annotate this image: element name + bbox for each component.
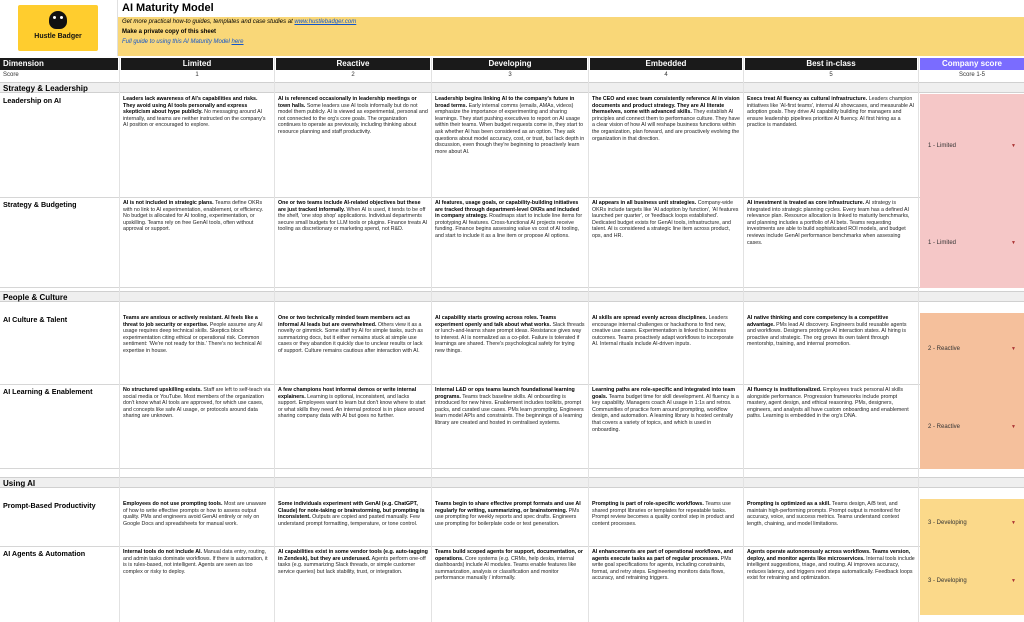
- header-company-score[interactable]: Company score: [920, 58, 1024, 70]
- row-ai-learning-enablement: [0, 385, 1024, 469]
- cell-headline: AI investment is treated as core infrastructure.: [747, 200, 865, 206]
- cell-detail: When AI is used, it tends to be off the shelf, 'one stop shop' applications. Individual departments secure small budgets for LLM tools or plugins. Finance treats AI tooling as discretionary or marketing spend, not R&D.: [278, 206, 428, 233]
- dropdown-caret-icon[interactable]: ▼: [1011, 520, 1016, 526]
- row-ai-culture-talent: [0, 313, 1024, 385]
- row-leadership-on-ai: [0, 94, 1024, 198]
- row-ai-agents-automation: [0, 547, 1024, 622]
- cell-developing[interactable]: [433, 94, 587, 198]
- dropdown-caret-icon[interactable]: ▼: [1011, 424, 1016, 430]
- cell-best-in-class[interactable]: [745, 499, 917, 547]
- cell-embedded[interactable]: [590, 198, 742, 288]
- cell-detail: Roadmaps start to include line items for prototyping AI features. Cross-functional AI projects receive funding. Finance begins assessing value vs cost of AI tooling, and start to include it as a line item or propose AI options.: [435, 213, 583, 239]
- cell-developing[interactable]: [433, 198, 587, 288]
- cell-reactive[interactable]: [276, 94, 430, 198]
- cell-limited[interactable]: [121, 385, 273, 469]
- cell-detail: They establish AI principles and connect them to performance culture. They have a clear vision of how AI will reshape business functions within the organization, plan forward, and are proactively evolving the organization in that direction.: [592, 109, 741, 142]
- score-5: 5: [829, 72, 833, 78]
- cell-reactive[interactable]: [276, 499, 430, 547]
- cell-embedded[interactable]: [590, 94, 742, 198]
- dropdown-caret-icon[interactable]: ▼: [1011, 240, 1016, 246]
- cell-detail: Slack threads or lunch-and-learns share prompt ideas. Resistance gives way to interest. AI is normalized as a co-pilot. Failure is tolerated if learnings are shared. There's psychological safety for trying new things.: [435, 321, 585, 354]
- cell-limited[interactable]: [121, 313, 273, 385]
- cell-embedded[interactable]: [590, 499, 742, 547]
- banner-copy-row[interactable]: [118, 27, 1024, 37]
- gridline: [918, 58, 919, 622]
- logo-text: Hustle Badger: [34, 33, 82, 40]
- make-copy-text[interactable]: Make a private copy of this sheet: [122, 29, 217, 35]
- cell-detail: PMs use prompting for weekly reports and spec drafts. Engineers use prompting for boilerplate code or test generation.: [435, 507, 580, 527]
- company-score-dropdown[interactable]: [920, 385, 1024, 469]
- cell-headline: One or two technically minded team members act as informal AI leads but are overwhelmed.: [278, 315, 411, 328]
- cell-headline: AI is referenced occasionally in leadership meetings or town halls.: [278, 96, 417, 109]
- cell-headline: Internal L&D or ops teams launch foundational learning programs.: [435, 387, 575, 400]
- company-score-value: 2 - Reactive: [928, 346, 961, 352]
- cell-headline: Internal tools do not include AI.: [123, 549, 202, 555]
- sheet-title: AI Maturity Model: [118, 0, 1024, 16]
- full-guide-text: Full guide to using this AI Maturity Model: [122, 39, 232, 45]
- column-header-row: [0, 58, 1024, 70]
- cell-headline: AI capability starts growing across roles. Teams experiment openly and talk about what works.: [435, 315, 557, 328]
- header-dimension[interactable]: Dimension: [0, 58, 118, 70]
- cell-detail: People assume any AI usage requires deep technical skills. Skeptics block experimentation citing ethical or operational risk. Common sentiment: 'We're not ready for this.' There's no technical AI expertise in house.: [123, 321, 263, 354]
- cell-reactive[interactable]: [276, 547, 430, 622]
- row-label[interactable]: Prompt-Based Productivity: [3, 501, 96, 510]
- cell-headline: Teams build scoped agents for support, documentation, or operations.: [435, 549, 583, 562]
- cell-limited[interactable]: [121, 94, 273, 198]
- cell-detail: Learning is optional, inconsistent, and lacks support. Employees want to learn but don't know where to start or what skills they need. An internal protocol is in place around sharing company data with AI but goes no further.: [278, 393, 426, 420]
- cell-headline: No structured upskilling exists.: [123, 387, 202, 393]
- row-label[interactable]: Leadership on AI: [3, 96, 62, 105]
- cell-detail: Teams track baseline skills. AI onboarding is introduced for new hires. Enablement includes toolkits, prompt packs, and curated use cases. PMs learn prompting. Engineers learn model APIs and constraints. The beginnings of a learning library are created and hosted in centralised systems.: [435, 393, 584, 426]
- cell-detail: Others view it as a novelty or gimmick. Some staff try AI for simple tasks, such as summarizing docs, but it either remains stuck at simple use cases or they abandon it quickly due to unclear results or lack of support. Culture remains cautious after interaction with AI.: [278, 321, 424, 354]
- cell-headline: Prompting is optimized as a skill.: [747, 501, 831, 507]
- gridline: [588, 58, 589, 622]
- cell-detail: Some leaders use AI tools informally but do not model them publicly. AI is viewed as experimental, personal and not connected to the org's core goals. The organization continues to operate as previously, including thinking about resource planning and staff productivity.: [278, 102, 428, 135]
- cell-embedded[interactable]: [590, 547, 742, 622]
- gridline: [274, 58, 275, 622]
- cell-headline: AI appears in all business unit strategies.: [592, 200, 697, 206]
- header-limited[interactable]: Limited: [121, 58, 273, 70]
- cell-headline: The CEO and exec team consistently reference AI in vision documents and product strategy. They are AI literate themselves, some with advanced skills.: [592, 96, 740, 116]
- cell-reactive[interactable]: [276, 198, 430, 288]
- dropdown-caret-icon[interactable]: ▼: [1011, 143, 1016, 149]
- cell-headline: Leaders lack awareness of AI's capabilities and risks. They avoid using AI tools personally and express skepticism about hype publicly.: [123, 96, 258, 116]
- cell-best-in-class[interactable]: [745, 385, 917, 469]
- score-label: Score: [3, 72, 19, 78]
- cell-embedded[interactable]: [590, 313, 742, 385]
- header-reactive[interactable]: Reactive: [276, 58, 430, 70]
- cell-developing[interactable]: [433, 547, 587, 622]
- cell-detail: Core systems (e.g. CRMs, help desks, internal dashboards) include AI modules. Teams enable features like summarization, analysis or classification and monitor performance manually / informally.: [435, 555, 577, 582]
- cell-detail: Leaders encourage internal challenges or hackathons to find new, creative use cases. Experimentation is linked to business outcomes. Teams proactively adapt workflows to incorporate AI. Internal rituals include AI-driven inputs.: [592, 315, 734, 348]
- cell-headline: AI native thinking and core competency is a competitive advantage.: [747, 315, 889, 328]
- cell-detail: Manual data entry, routing, and admin tasks dominate workflows. If there is automation, it is is rules-based, not intelligent. Agents are seen as too complex or risky to deploy.: [123, 549, 268, 575]
- cell-embedded[interactable]: [590, 385, 742, 469]
- cell-reactive[interactable]: [276, 385, 430, 469]
- cell-headline: One or two teams include AI-related objectives but these are just tracked informally.: [278, 200, 421, 213]
- dropdown-caret-icon[interactable]: ▼: [1011, 346, 1016, 352]
- row-label[interactable]: Strategy & Budgeting: [3, 200, 77, 209]
- cell-headline: AI enhancements are part of operational workflows, and agents execute tasks as part of regular processes.: [592, 549, 733, 562]
- score-1: 1: [195, 72, 199, 78]
- cell-headline: Learning paths are role-specific and integrated into team goals.: [592, 387, 736, 400]
- cell-headline: AI capabilities exist in some vendor tools (e.g. auto-tagging in Zendesk), but they are underused.: [278, 549, 428, 562]
- cell-developing[interactable]: [433, 313, 587, 385]
- company-score-dropdown[interactable]: [920, 499, 1024, 547]
- cell-headline: Agents operate autonomously across workflows. Teams version, deploy, and monitor agents like microservices.: [747, 549, 911, 562]
- guide-here-link[interactable]: here: [231, 39, 244, 45]
- cell-detail: PMs lead AI discovery. Engineers build reusable agents and workflows. Designers prototype AI interaction states. AI hiring is proactive and strategic. The org grows its own talent through mentorship, training, and internal promotion.: [747, 321, 907, 348]
- cell-best-in-class[interactable]: [745, 198, 917, 288]
- banner-guide-row: [118, 37, 1024, 47]
- cell-limited[interactable]: [121, 547, 273, 622]
- company-score-dropdown[interactable]: [920, 198, 1024, 288]
- cell-headline: AI skills are spread evenly across disciplines.: [592, 315, 708, 321]
- row-label[interactable]: AI Agents & Automation: [3, 549, 86, 558]
- cell-detail: Outputs are copied and pasted manually. Few understand prompt formatting, temperature, or tone control.: [278, 514, 420, 527]
- cell-detail: Staff are left to self-teach via social media or YouTube. Most members of the organization don't know what AI tools are approved, for which use cases, and concepts like safe AI usage, or protocols around data sharing are unknown.: [123, 387, 271, 420]
- cell-detail: Leaders champion initiatives like 'AI-first teams', internal AI showcases, and measurable AI adoption goals. They drive AI capability building for managers and ensure leadership pipelines prioritize AI fluency. AI first hiring as a practice is mandated.: [747, 96, 915, 129]
- cell-headline: Teams begin to share effective prompt formats and use AI regularly for writing, summarizing, or brainstorming.: [435, 501, 581, 514]
- banner-filler: [118, 47, 1024, 56]
- cell-best-in-class[interactable]: [745, 547, 917, 622]
- section-strategy-leadership: Strategy & Leadership: [0, 82, 1024, 93]
- cell-detail: Internal tools include intelligent suggestions, triage, and routing. AI improves accuracy, reduces latency, and triggers next steps automatically. Feedback loops exist for retraining and optimization.: [747, 555, 915, 582]
- cell-headline: A few champions host informal demos or write internal explainers.: [278, 387, 417, 400]
- cell-headline: Some individuals experiment with GenAI (e.g. ChatGPT, Claude) for note-taking or brainstorming, but prompting is inconsistent.: [278, 501, 425, 521]
- header-best-in-class[interactable]: Best in-class: [745, 58, 917, 70]
- logo-cell: [0, 0, 118, 56]
- banner-guides-text: Get more practical how-to guides, templates and case studies at: [122, 19, 295, 25]
- row-label[interactable]: AI Learning & Enablement: [3, 387, 93, 396]
- company-score-value: 2 - Reactive: [928, 424, 961, 430]
- gridline: [743, 58, 744, 622]
- cell-headline: Leadership begins linking AI to the company's future in broad terms.: [435, 96, 575, 109]
- cell-detail: Agents perform one-off tasks (e.g. summarizing Slack threads, or simple customer service queries) but lack stability, trust, or integration.: [278, 555, 426, 575]
- cell-detail: Teams budget time for skill development. AI fluency is a key capability. Managers coach AI usage in 1:1s and retros. Communities of practice form around prompting, workflow design, and automation. A learning library is hosted centrally that covers a variety of topics, and which is used in onboarding.: [592, 393, 739, 433]
- cell-headline: AI fluency is institutionalized.: [747, 387, 822, 393]
- gridline: [431, 58, 432, 622]
- cell-detail: Most are unaware of how to write effective prompts or how to assess output quality. PMs and engineers avoid GenAI entirely or rely on Google Docs and spreadsheets for manual work.: [123, 501, 267, 527]
- cell-detail: Teams define OKRs with no link to AI experimentation, enablement, or efficiency. No budget is allocated for AI tooling, experimentation, or upskilling. Teams rely on free GenAI tools, often without approval or support.: [123, 200, 264, 233]
- hustle-badger-logo: [18, 5, 98, 51]
- cell-best-in-class[interactable]: [745, 94, 917, 198]
- cell-headline: AI is not included in strategic plans.: [123, 200, 214, 206]
- company-score-value: 3 - Developing: [928, 520, 967, 526]
- gridline: [119, 58, 120, 622]
- cell-detail: Early internal comms (emails, AMAs, videos) emphasize the importance of experimenting and sharing learnings. They start pushing executives to report on AI usage within their teams. When budget requests come in, they start to ask whether AI has been considered as an option. They ask questions about model accuracy, cost, or trust, but lack depth in discussion, even though they're beginning to proactively learn more about AI.: [435, 102, 585, 155]
- cell-headline: Prompting is part of role-specific workflows.: [592, 501, 704, 507]
- score-4: 4: [664, 72, 668, 78]
- cell-detail: Company-wide OKRs include targets like 'AI adoption by function', 'AI features launched per quarter', or 'feedback loops established'. Dedicated budget exists for GenAI tools, infrastructure, and talent. AI is considered a strategic line item across product, ops, and HR.: [592, 200, 739, 239]
- cell-detail: AI strategy is integrated into strategic planning cycles. Every team has a defined AI relevance plan. Resource allocation is linked to maturity benchmarks, and planning includes a portfolio of AI bets. Teams requesting investments are able to build sophisticated ROI models, and budget reviews include GenAI performance benchmarks when assessing cases.: [747, 200, 910, 246]
- hustlebadger-link[interactable]: www.hustlebadger.com: [294, 19, 357, 25]
- company-score-value: 1 - Limited: [928, 143, 957, 149]
- header-developing[interactable]: Developing: [433, 58, 587, 70]
- company-score-dropdown[interactable]: [920, 313, 1024, 385]
- cell-developing[interactable]: [433, 385, 587, 469]
- cell-best-in-class[interactable]: [745, 313, 917, 385]
- cell-detail: Teams design, A/B test, and maintain high-performing prompts. Prompt output is monitored for accuracy, voice, and success metrics. Teams understand context length, chaining, and model limitations.: [747, 501, 901, 527]
- cell-headline: AI features, usage goals, or capability-building initiatives are tracked through department-level OKRs and included in company strategy.: [435, 200, 579, 220]
- score-3: 3: [508, 72, 512, 78]
- cell-detail: Employees track personal AI skills alongside performance. Progression frameworks include prompt mastery, agent design, and ethical reasoning. PMs, designers, engineers, and analysts all have custom onboarding and enablement paths. Learning is embedded in the org's DNA.: [747, 387, 909, 420]
- banner-guides-row: [118, 17, 1024, 27]
- company-score-range: Score 1-5: [958, 72, 985, 78]
- score-row: [0, 70, 1024, 80]
- cell-detail: Teams use shared prompt libraries or templates for repeatable tasks. Prompt review becomes a quality control step in product and content processes.: [592, 501, 734, 527]
- cell-detail: No messaging around AI internally, and teams are neither instructed on the company's AI position or encouraged to explore.: [123, 109, 266, 129]
- row-strategy-budgeting: [0, 198, 1024, 288]
- cell-headline: Execs treat AI fluency as cultural infrastructure.: [747, 96, 868, 102]
- company-score-value: 1 - Limited: [928, 240, 957, 246]
- dropdown-caret-icon[interactable]: ▼: [1011, 578, 1016, 584]
- score-2: 2: [351, 72, 355, 78]
- company-score-dropdown[interactable]: [920, 94, 1024, 198]
- header-embedded[interactable]: Embedded: [590, 58, 742, 70]
- section-people-culture: People & Culture: [0, 291, 1024, 302]
- badger-icon: [49, 11, 67, 29]
- cell-limited[interactable]: [121, 499, 273, 547]
- company-score-value: 3 - Developing: [928, 578, 967, 584]
- cell-limited[interactable]: [121, 198, 273, 288]
- company-score-dropdown[interactable]: [920, 547, 1024, 615]
- cell-developing[interactable]: [433, 499, 587, 547]
- cell-reactive[interactable]: [276, 313, 430, 385]
- section-using-ai: Using AI: [0, 477, 1024, 488]
- row-prompt-based-productivity: [0, 499, 1024, 547]
- cell-headline: Employees do not use prompting tools.: [123, 501, 223, 507]
- row-label[interactable]: AI Culture & Talent: [3, 315, 68, 324]
- cell-headline: Teams are anxious or actively resistant. AI feels like a threat to job security or expertise.: [123, 315, 258, 328]
- cell-detail: PMs write goal specifications for agents, including constraints, format, and retry steps. Engineering monitors data flows, accuracy, and retraining triggers.: [592, 555, 732, 582]
